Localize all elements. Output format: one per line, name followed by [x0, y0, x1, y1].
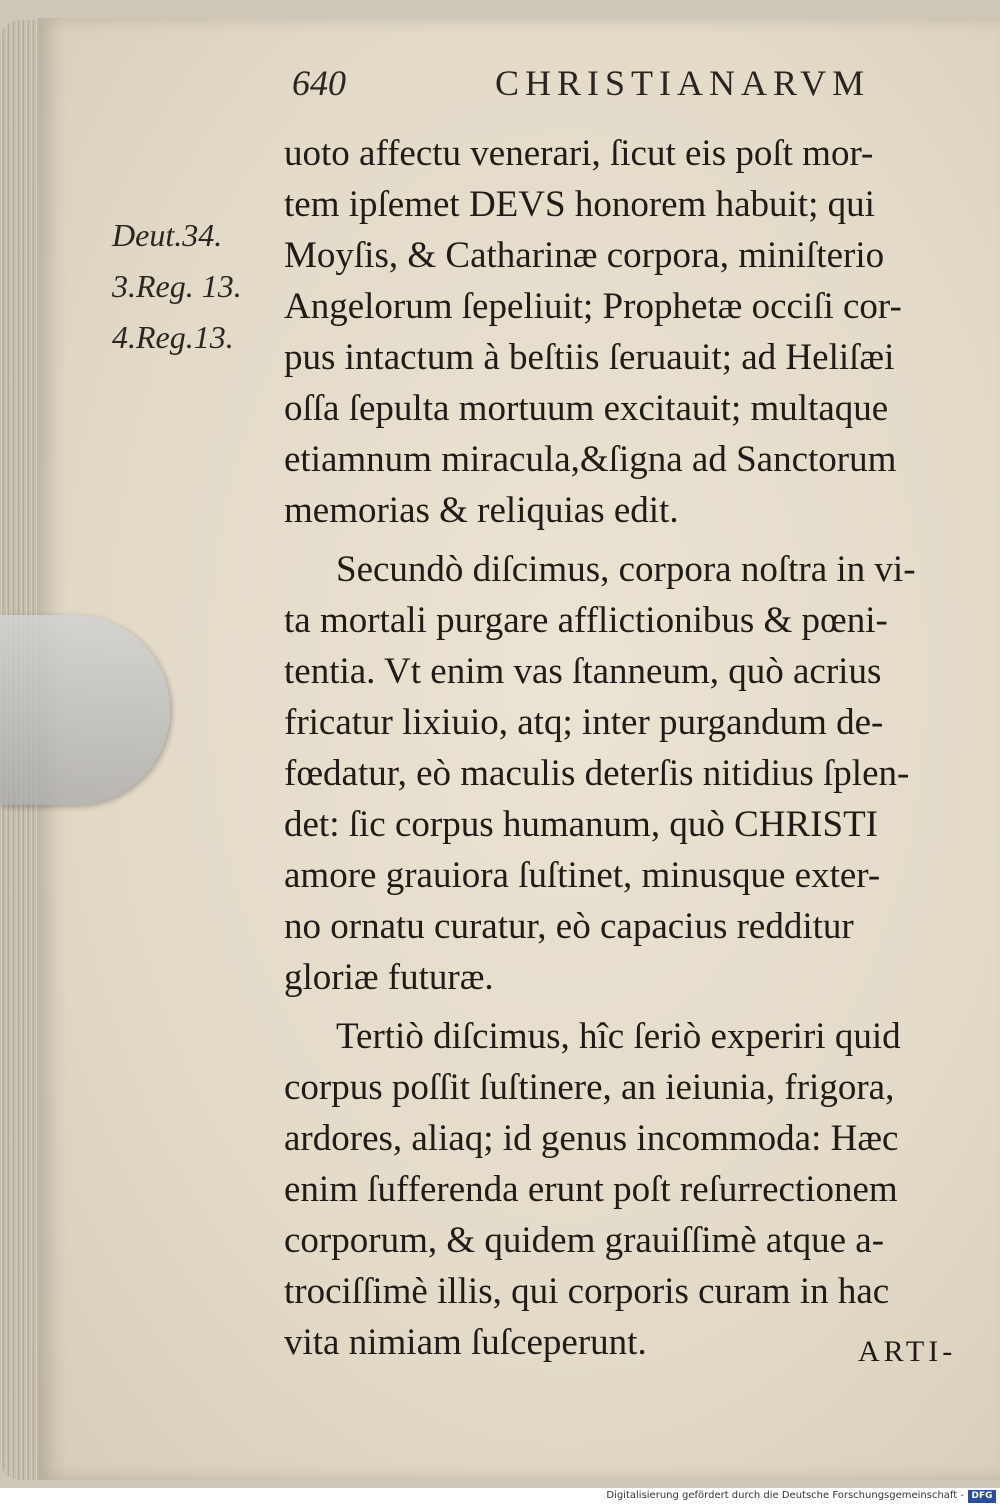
text-line: Secundò diſcimus, corpora noſtra in vi-	[336, 549, 916, 590]
margin-note: 4.Reg.13.	[112, 319, 234, 355]
margin-note: Deut.34.	[112, 217, 223, 253]
text-line: gloriæ futuræ.	[284, 957, 494, 998]
text-line: Moyſis, & Catharinæ corpora, miniſterio	[284, 235, 885, 276]
text-line: vita nimiam ſuſceperunt.	[284, 1322, 647, 1363]
text-line: Angelorum ſepeliuit; Prophetæ occiſi cor-	[284, 286, 902, 327]
catchword: ARTI-	[858, 1335, 957, 1368]
text-line: trociſſimè illis, qui corporis curam in hac	[284, 1271, 890, 1312]
text-line: amore grauiora ſuſtinet, minusque exter-	[284, 855, 881, 896]
text-line: enim ſufferenda erunt poſt reſurrectionem	[284, 1169, 898, 1210]
running-title: CHRISTIANARVM	[495, 63, 871, 103]
text-line: fœdatur, eò maculis deterſis nitidius ſplen-	[284, 753, 910, 794]
text-line: det: ſic corpus humanum, quò CHRISTI	[284, 804, 878, 845]
text-line: tem ipſemet DEVS honorem habuit; qui	[284, 184, 875, 225]
text-line: oſſa ſepulta mortuum excitauit; multaque	[284, 388, 889, 429]
dfg-logo: DFG	[968, 1490, 996, 1503]
text-line: pus intactum à beſtiis ſeruauit; ad Heliſæi	[284, 337, 895, 378]
text-line: corporum, & quidem grauiſſimè atque a-	[284, 1220, 885, 1261]
text-line: tentia. Vt enim vas ſtanneum, quò acrius	[284, 651, 882, 692]
text-line: ta mortali purgare afflictionibus & pœni-	[284, 600, 888, 641]
text-line: fricatur lixiuio, atq; inter purgandum de-	[284, 702, 884, 743]
paragraph-3	[284, 1011, 980, 1368]
text-line: uoto affectu venerari, ſicut eis poſt mor-	[284, 133, 874, 174]
text-line: ardores, aliaq; id genus incommoda: Hæc	[284, 1118, 899, 1159]
page-header	[292, 62, 912, 112]
paragraph-1	[284, 128, 980, 536]
text-line: memorias & reliquias edit.	[284, 490, 679, 531]
body-text	[284, 128, 980, 1368]
text-line: etiamnum miracula,&ſigna ad Sanctorum	[284, 439, 897, 480]
digitization-footer	[0, 1488, 1000, 1506]
margin-notes	[112, 210, 282, 363]
paragraph-2	[284, 544, 980, 1003]
page-number: 640	[292, 63, 346, 103]
footer-credit: Digitalisierung gefördert durch die Deutsche Forschungsgemeinschaft -	[606, 1490, 964, 1501]
text-line: no ornatu curatur, eò capacius redditur	[284, 906, 854, 947]
text-line: Tertiò diſcimus, hîc ſeriò experiri quid	[336, 1016, 901, 1057]
margin-note: 3.Reg. 13.	[112, 268, 242, 304]
text-line: corpus poſſit ſuſtinere, an ieiunia, frigora,	[284, 1067, 895, 1108]
